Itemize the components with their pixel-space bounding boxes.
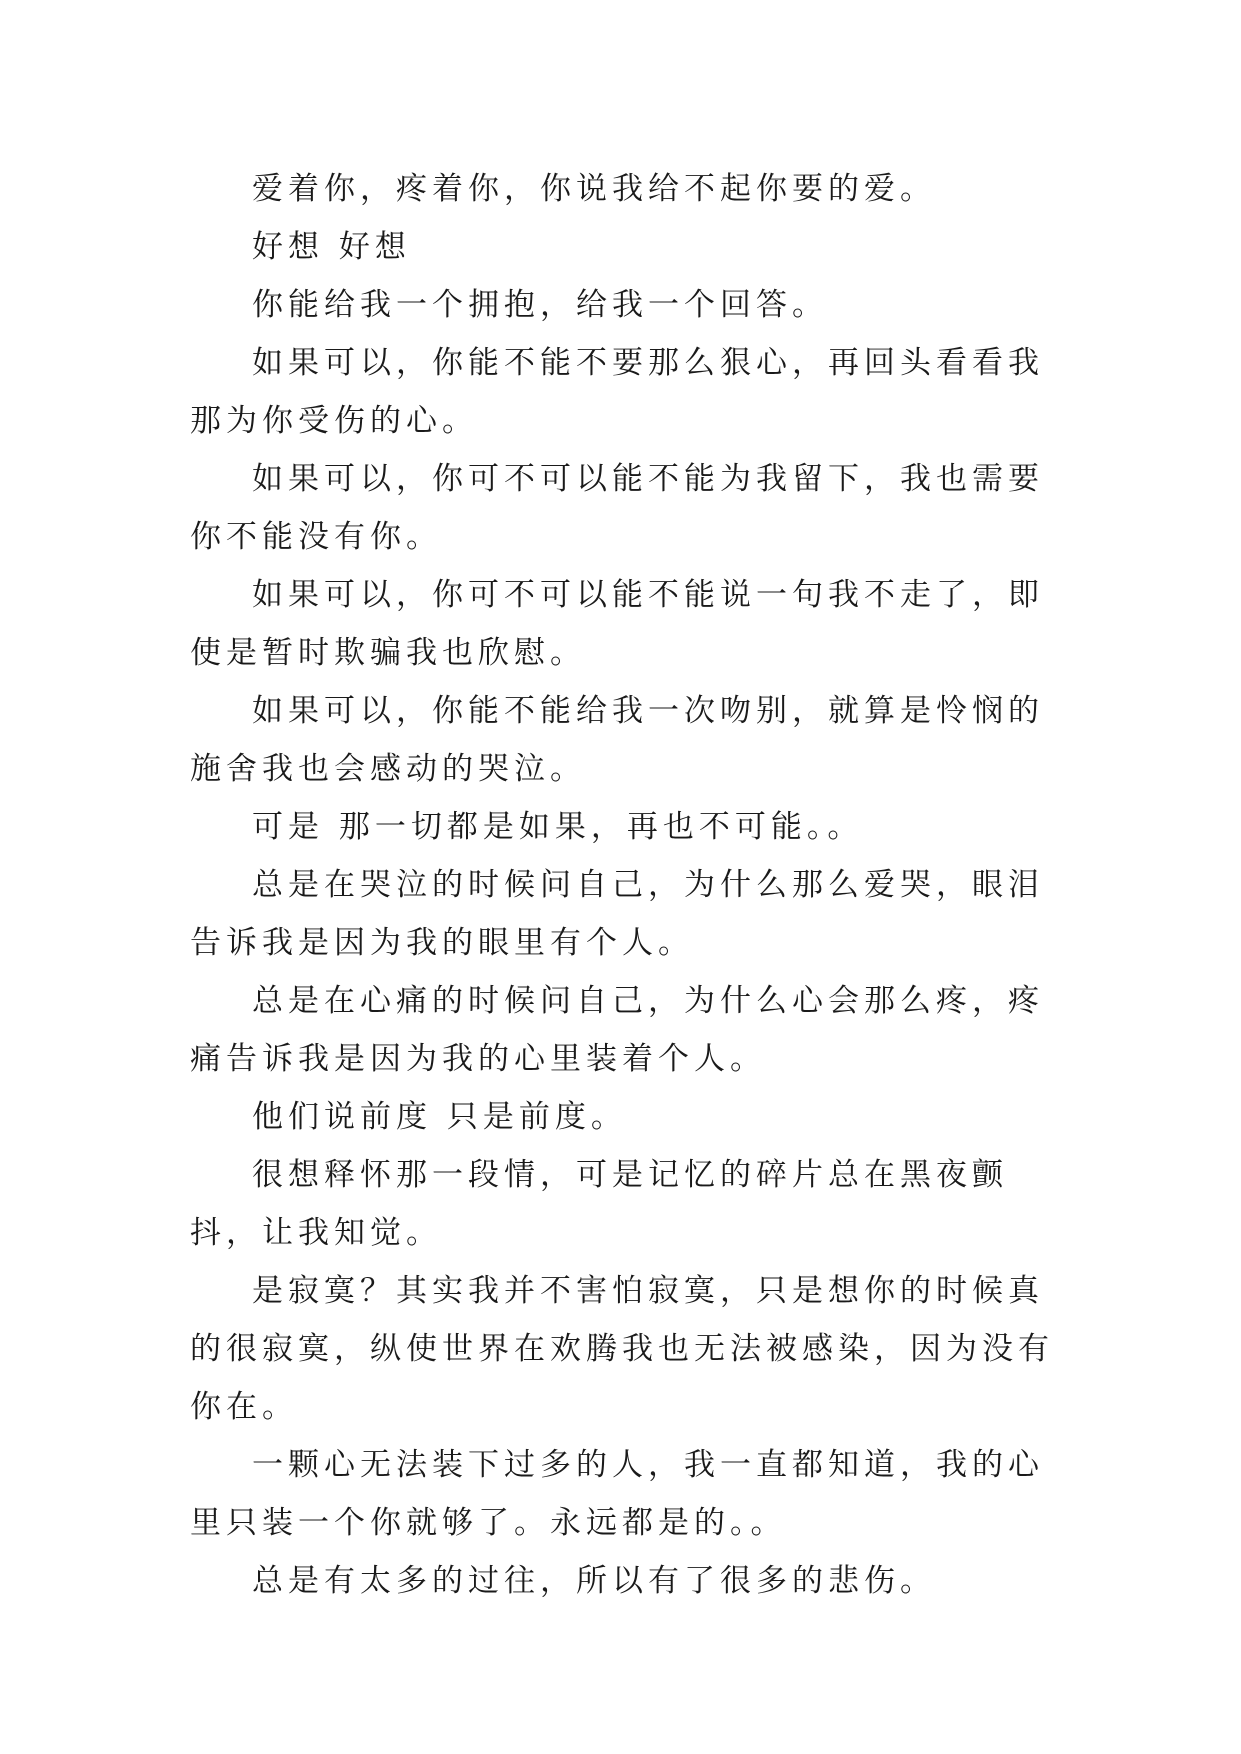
paragraph: 爱着你，疼着你，你说我给不起你要的爱。 [252, 171, 936, 207]
paragraph: 可是 那一切都是如果，再也不可能。。 [252, 809, 864, 845]
paragraph: 如果可以，你可不可以能不能说一句我不走了，即使是暂时欺骗我也欣慰。 [190, 577, 1044, 671]
paragraph: 一颗心无法装下过多的人，我一直都知道，我的心里只装一个你就够了。永远都是的。。 [190, 1447, 1044, 1541]
paragraph: 总是在哭泣的时候问自己，为什么那么爱哭，眼泪告诉我是因为我的眼里有个人。 [190, 867, 1044, 961]
paragraph: 你能给我一个拥抱，给我一个回答。 [252, 287, 828, 323]
paragraph: 很想释怀那一段情，可是记忆的碎片总在黑夜颤抖，让我知觉。 [190, 1157, 1008, 1251]
paragraph: 好想 好想 [252, 229, 411, 265]
paragraph: 总是在心痛的时候问自己，为什么心会那么疼，疼痛告诉我是因为我的心里装着个人。 [190, 983, 1044, 1077]
paragraph: 总是有太多的过往，所以有了很多的悲伤。 [252, 1563, 936, 1599]
paragraph: 他们说前度 只是前度。 [252, 1099, 627, 1135]
paragraph: 如果可以，你能不能不要那么狠心，再回头看看我那为你受伤的心。 [190, 345, 1044, 439]
paragraph: 是寂寞？其实我并不害怕寂寞，只是想你的时候真的很寂寞，纵使世界在欢腾我也无法被感染，因为没有你在。 [190, 1273, 1054, 1425]
paragraph: 如果可以，你可不可以能不能为我留下，我也需要 你不能没有你。 [190, 461, 1059, 555]
document-body [190, 160, 1060, 1610]
paragraph: 如果可以，你能不能给我一次吻别，就算是怜悯的施舍我也会感动的哭泣。 [190, 693, 1044, 787]
